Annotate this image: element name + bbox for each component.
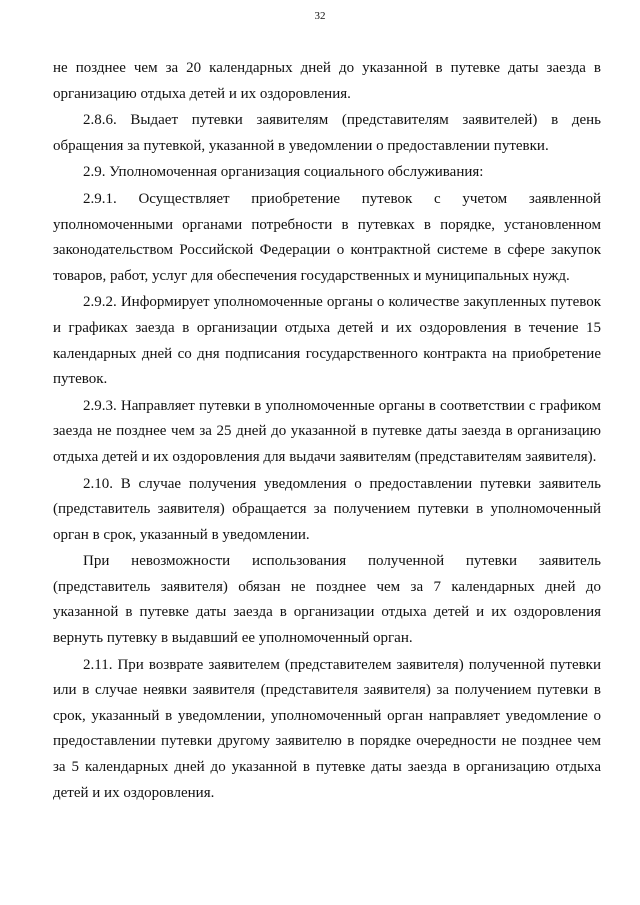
paragraph-2-8-6: 2.8.6. Выдает путевки заявителям (представителям заявителей) в день обращения за путевкой, указанной в уведомлении о предоставлении путевки. xyxy=(53,112,601,154)
paragraph-2-9-1: 2.9.1. Осуществляет приобретение путевок с учетом заявленной уполномоченными органами потребности в путевках в порядке, установленном законодательством Российской Федерации о контрактной системе в сфере закупок товаров, работ, услуг для обеспечения государственных и муниципальных нужд. xyxy=(53,190,601,284)
paragraph-2-9: 2.9. Уполномоченная организация социального обслуживания: xyxy=(83,164,484,181)
paragraph-2-10: 2.10. В случае получения уведомления о предоставлении путевки заявитель (представитель заявителя) обращается за получением путевки в уполномоченный орган в срок, указанный в уведомлении. xyxy=(53,475,601,543)
document-body xyxy=(53,56,601,806)
paragraph-continuation: не позднее чем за 20 календарных дней до указанной в путевке даты заезда в организацию отдыха детей и их оздоровления. xyxy=(53,60,601,102)
paragraph-return-voucher: При невозможности использования полученной путевки заявитель (представитель заявителя) обязан не позднее чем за 7 календарных дней до указанной в путевке даты заезда в организации отдыха детей и их оздоровления вернуть путевку в выдавший ее уполномоченный орган. xyxy=(53,553,601,647)
paragraph-2-9-3: 2.9.3. Направляет путевки в уполномоченные органы в соответствии с графиком заезда не позднее чем за 25 дней до указанной в путевке даты заезда в организацию отдыха детей и их оздоровления для выдачи заявителям (представителям заявителя). xyxy=(53,397,601,465)
page-number: 32 xyxy=(314,10,326,22)
paragraph-2-9-2: 2.9.2. Информирует уполномоченные органы о количестве закупленных путевок и графиках заезда в организации отдыха детей и их оздоровления в течение 15 календарных дней со дня подписания государственного контракта на приобретение путевок. xyxy=(53,294,601,388)
paragraph-2-11: 2.11. При возврате заявителем (представителем заявителя) полученной путевки или в случае неявки заявителя (представителя заявителя) за получением путевки в срок, указанный в уведомлении, уполномоченный орган направляет уведомление о предоставлении путевки другому заявителю в порядке очередности не позднее чем за 5 календарных дней до указанной в путевке даты заезда в организацию отдыха детей и их оздоровления. xyxy=(53,656,601,801)
